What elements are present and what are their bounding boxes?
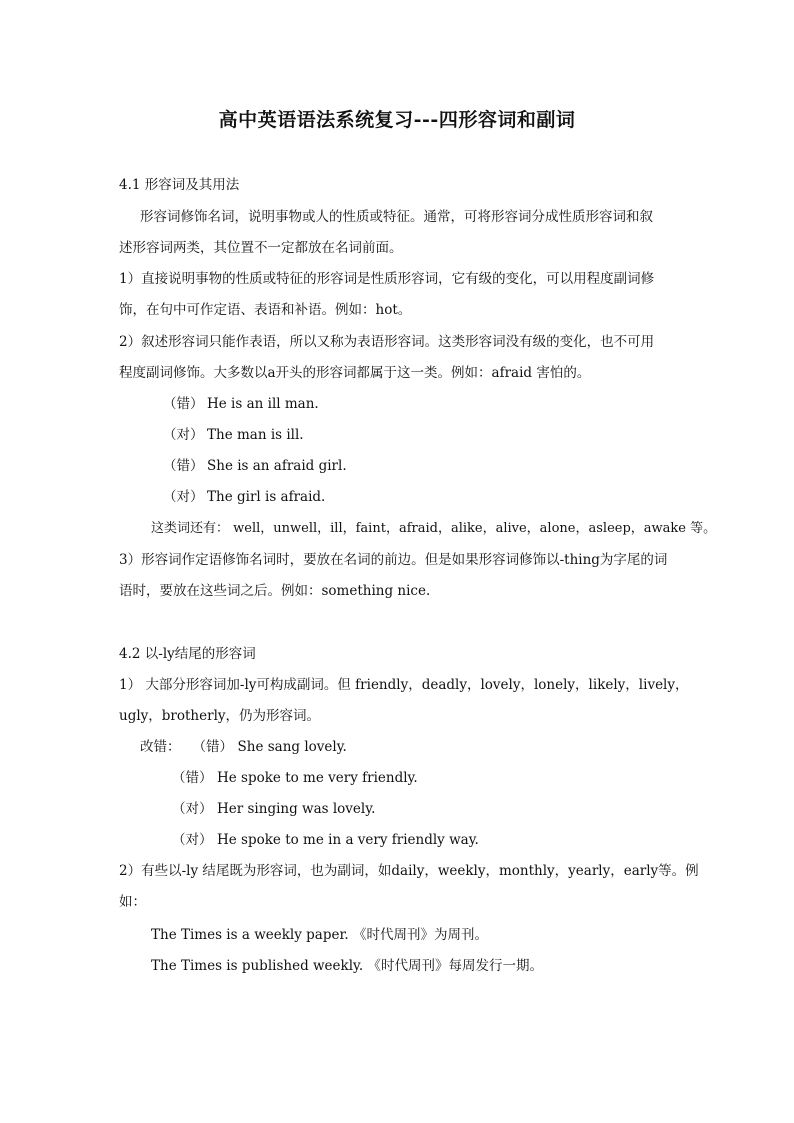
example-text: He spoke to me in a very friendly way. [217, 832, 479, 848]
page-title: 高中英语语法系统复习---四形容词和副词 [218, 109, 576, 131]
example-line [163, 426, 304, 444]
example-sentence: The Times is published weekly. 《时代周刊》每周发行一期。 [151, 958, 543, 974]
paragraph-line: 2）叙述形容词只能作表语，所以又称为表语形容词。这类形容词没有级的变化，也不可用 [119, 334, 655, 350]
example-mark: （错） [172, 770, 213, 786]
example-text: He spoke to me very friendly. [217, 770, 418, 786]
paragraph-line: ugly，brotherly，仍为形容词。 [119, 708, 321, 724]
example-mark: （对） [172, 801, 213, 817]
example-line [172, 769, 418, 787]
example-text: She is an afraid girl. [207, 458, 347, 474]
example-line [163, 488, 325, 506]
example-text: The girl is afraid. [207, 489, 326, 505]
paragraph-line: 3）形容词作定语修饰名词时，要放在名词的前边。但是如果形容词修饰以-thing为字尾的词 [119, 552, 668, 568]
example-text: He is an ill man. [207, 396, 319, 412]
paragraph-line: 形容词修饰名词，说明事物或人的性质或特征。通常，可将形容词分成性质形容词和叙 [140, 209, 653, 225]
paragraph-line: 1）直接说明事物的性质或特征的形容词是性质形容词，它有级的变化，可以用程度副词修 [119, 271, 655, 287]
paragraph-line: 语时，要放在这些词之后。例如：something nice. [119, 583, 431, 599]
example-text: She sang lovely. [237, 739, 347, 755]
paragraph-line: 1） 大部分形容词加-ly可构成副词。但 friendly，deadly，lovely，lonely，likely，lively， [119, 677, 689, 693]
paragraph-line: 述形容词两类，其位置不一定都放在名词前面。 [119, 240, 403, 256]
example-line [140, 738, 347, 756]
example-mark: （错） [192, 739, 233, 755]
example-mark: （错） [163, 458, 204, 474]
paragraph-line: 这类词还有： well，unwell，ill，faint，afraid，alike，alive，alone，asleep，awake 等。 [151, 521, 717, 536]
paragraph-line: 如： [119, 894, 146, 910]
example-line [163, 395, 319, 413]
example-sentence: The Times is a weekly paper. 《时代周刊》为周刊。 [151, 927, 489, 943]
section-heading-4-1: 4.1 形容词及其用法 [119, 177, 240, 193]
paragraph-line: 2）有些以-ly 结尾既为形容词，也为副词，如daily，weekly，monthly，yearly，early等。例 [119, 863, 699, 879]
example-line [172, 800, 375, 818]
example-text: The man is ill. [207, 427, 304, 443]
example-line [172, 831, 479, 849]
correct-label: 改错： [140, 739, 181, 755]
section-heading-4-2: 4.2 以-ly结尾的形容词 [119, 646, 256, 662]
example-line [163, 457, 347, 475]
paragraph-line: 程度副词修饰。大多数以a开头的形容词都属于这一类。例如：afraid 害怕的。 [119, 365, 591, 381]
example-mark: （错） [163, 396, 204, 412]
example-text: Her singing was lovely. [217, 801, 376, 817]
example-mark: （对） [172, 832, 213, 848]
example-mark: （对） [163, 427, 204, 443]
paragraph-line: 饰，在句中可作定语、表语和补语。例如：hot。 [119, 302, 412, 318]
example-mark: （对） [163, 489, 204, 505]
